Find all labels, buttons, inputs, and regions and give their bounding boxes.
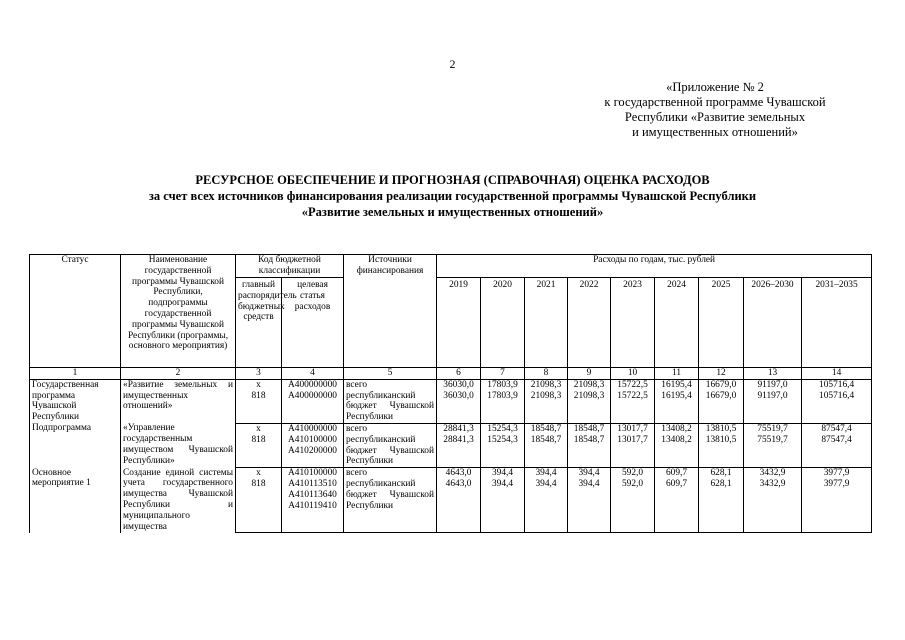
cell-value: 18548,7 <box>568 423 611 434</box>
column-number: 4 <box>282 368 344 380</box>
header-year: 2023 <box>611 278 655 368</box>
cell-value: 3977,9 <box>802 479 872 533</box>
cell-value: 592,0 <box>611 479 655 533</box>
cell-target: А410100000 <box>282 468 344 479</box>
cell-value: 17803,9 <box>481 379 525 390</box>
cell-value: 28841,3 <box>437 423 481 434</box>
row-status: Государственная программа Чувашской Республики <box>30 379 121 423</box>
cell-value: 13017,7 <box>611 423 655 434</box>
resource-table <box>29 254 872 533</box>
row-name: «Управление государственным имуществом Чувашской Республики» <box>121 423 236 467</box>
header-year: 2026–2030 <box>744 278 802 368</box>
cell-value: 628,1 <box>699 479 744 533</box>
cell-source: республиканский бюджет Чувашской Республики <box>344 479 437 533</box>
column-number: 2 <box>121 368 236 380</box>
header-year: 2031–2035 <box>802 278 872 368</box>
header-status: Статус <box>30 255 121 368</box>
cell-value: 592,0 <box>611 468 655 479</box>
cell-value: 16195,4 <box>655 379 699 390</box>
cell-target: А410100000 А410200000 <box>282 435 344 468</box>
row-status: Подпрограмма <box>30 423 121 467</box>
title-line: «Развитие земельных и имущественных отношений» <box>301 205 604 219</box>
appendix-line: Республики «Развитие земельных <box>624 110 806 124</box>
column-number: 5 <box>344 368 437 380</box>
cell-value: 3977,9 <box>802 468 872 479</box>
cell-value: 13810,5 <box>699 435 744 468</box>
header-row <box>30 255 872 278</box>
cell-value: 394,4 <box>568 479 611 533</box>
column-number: 6 <box>437 368 481 380</box>
column-number: 1 <box>30 368 121 380</box>
cell-value: 394,4 <box>481 468 525 479</box>
cell-source: всего <box>344 423 437 434</box>
cell-value: 609,7 <box>655 468 699 479</box>
cell-grbs: х <box>236 468 282 479</box>
cell-value: 4643,0 <box>437 468 481 479</box>
document-title <box>0 172 905 220</box>
header-year: 2020 <box>481 278 525 368</box>
cell-grbs: х <box>236 423 282 434</box>
column-number: 11 <box>655 368 699 380</box>
page-number: 2 <box>449 57 456 71</box>
column-number: 9 <box>568 368 611 380</box>
cell-grbs: 818 <box>236 391 282 424</box>
column-number: 10 <box>611 368 655 380</box>
column-numbers-row <box>30 368 872 380</box>
header-sources: Источники финансирования <box>344 255 437 368</box>
header-year: 2021 <box>525 278 568 368</box>
cell-value: 36030,0 <box>437 379 481 390</box>
cell-value: 13810,5 <box>699 423 744 434</box>
row-status: Основное мероприятие 1 <box>30 468 121 533</box>
header-year: 2024 <box>655 278 699 368</box>
row-name: Создание единой системы учета государственного имущества Чувашской Республики и муниципального имущества <box>121 468 236 533</box>
cell-value: 394,4 <box>568 468 611 479</box>
cell-value: 91197,0 <box>744 391 802 424</box>
cell-target: А400000000 <box>282 379 344 390</box>
appendix-line: «Приложение № 2 <box>666 80 764 94</box>
cell-value: 36030,0 <box>437 391 481 424</box>
column-number: 3 <box>236 368 282 380</box>
row-name: «Развитие земельных и имущественных отношений» <box>121 379 236 423</box>
table-row <box>30 379 872 390</box>
cell-source: всего <box>344 468 437 479</box>
column-number: 7 <box>481 368 525 380</box>
cell-value: 75519,7 <box>744 435 802 468</box>
cell-value: 28841,3 <box>437 435 481 468</box>
header-year: 2019 <box>437 278 481 368</box>
cell-value: 75519,7 <box>744 423 802 434</box>
header-expenses: Расходы по годам, тыс. рублей <box>437 255 872 278</box>
cell-value: 13408,2 <box>655 423 699 434</box>
column-number: 13 <box>744 368 802 380</box>
cell-grbs: 818 <box>236 435 282 468</box>
header-code: Код бюджетной классификации <box>236 255 344 278</box>
cell-value: 21098,3 <box>525 379 568 390</box>
cell-target: А410113510 А410113640 А410119410 <box>282 479 344 533</box>
cell-value: 3432,9 <box>744 479 802 533</box>
cell-source: всего <box>344 379 437 390</box>
cell-value: 394,4 <box>525 468 568 479</box>
header-year: 2025 <box>699 278 744 368</box>
cell-value: 105716,4 <box>802 379 872 390</box>
title-line: за счет всех источников финансирования реализации государственной программы Чувашской Республики <box>148 189 757 203</box>
cell-value: 15722,5 <box>611 379 655 390</box>
column-number: 14 <box>802 368 872 380</box>
cell-value: 21098,3 <box>568 391 611 424</box>
cell-value: 17803,9 <box>481 391 525 424</box>
cell-source: республиканский бюджет Чувашской Республики <box>344 391 437 424</box>
cell-value: 16679,0 <box>699 379 744 390</box>
cell-value: 21098,3 <box>525 391 568 424</box>
cell-value: 105716,4 <box>802 391 872 424</box>
cell-value: 15254,3 <box>481 435 525 468</box>
appendix-line: и имущественных отношений» <box>632 125 798 139</box>
cell-value: 13017,7 <box>611 435 655 468</box>
table-row <box>30 468 872 479</box>
cell-value: 16195,4 <box>655 391 699 424</box>
column-number: 8 <box>525 368 568 380</box>
cell-value: 609,7 <box>655 479 699 533</box>
cell-value: 18548,7 <box>568 435 611 468</box>
cell-target: А410000000 <box>282 423 344 434</box>
cell-source: республиканский бюджет Чувашской Республики <box>344 435 437 468</box>
header-year: 2022 <box>568 278 611 368</box>
cell-value: 91197,0 <box>744 379 802 390</box>
cell-value: 16679,0 <box>699 391 744 424</box>
cell-value: 394,4 <box>481 479 525 533</box>
cell-value: 15722,5 <box>611 391 655 424</box>
appendix-note <box>560 80 870 140</box>
cell-value: 13408,2 <box>655 435 699 468</box>
cell-value: 4643,0 <box>437 479 481 533</box>
cell-value: 3432,9 <box>744 468 802 479</box>
column-number: 12 <box>699 368 744 380</box>
cell-grbs: х <box>236 379 282 390</box>
cell-value: 18548,7 <box>525 435 568 468</box>
header-target: целевая статья расходов <box>282 278 344 368</box>
cell-value: 628,1 <box>699 468 744 479</box>
cell-value: 18548,7 <box>525 423 568 434</box>
cell-value: 87547,4 <box>802 423 872 434</box>
cell-value: 87547,4 <box>802 435 872 468</box>
header-grbs: главный распорядитель бюджетных средств <box>236 278 282 368</box>
title-line: РЕСУРСНОЕ ОБЕСПЕЧЕНИЕ И ПРОГНОЗНАЯ (СПРАВОЧНАЯ) ОЦЕНКА РАСХОДОВ <box>195 173 710 187</box>
cell-grbs: 818 <box>236 479 282 533</box>
cell-value: 21098,3 <box>568 379 611 390</box>
cell-target: А400000000 <box>282 391 344 424</box>
header-name: Наименование государственной программы Чувашской Республики, подпрограммы государственной программы Чувашской Республики (программы, основного мероприятия) <box>121 255 236 368</box>
table-row <box>30 423 872 434</box>
appendix-line: к государственной программе Чувашской <box>604 95 826 109</box>
cell-value: 15254,3 <box>481 423 525 434</box>
cell-value: 394,4 <box>525 479 568 533</box>
